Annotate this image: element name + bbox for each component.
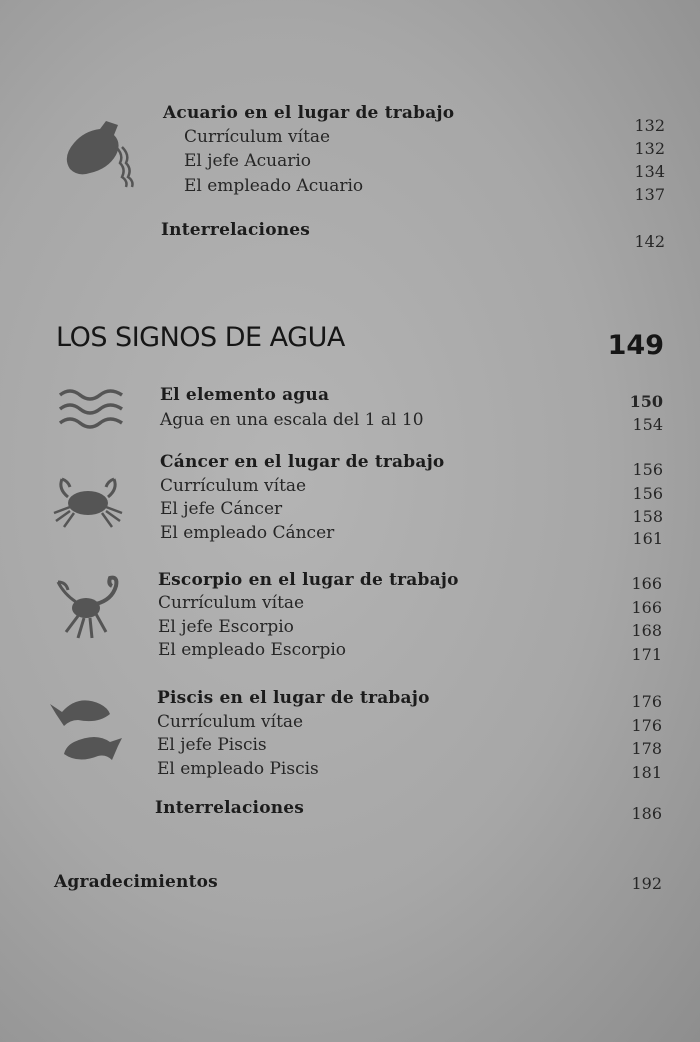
cancer-empleado-page: 161 — [632, 529, 663, 548]
piscis-jefe-page: 178 — [631, 739, 662, 758]
interrelaciones-1: Interrelaciones — [161, 220, 311, 240]
escorpio-item-jefe: El jefe Escorpio — [158, 617, 294, 637]
cancer-jefe-page: 158 — [632, 507, 663, 526]
piscis-item-jefe: El jefe Piscis — [157, 735, 267, 755]
escorpio-heading-page: 166 — [631, 574, 662, 593]
aquarius-icon — [60, 117, 140, 189]
water-waves-icon — [58, 385, 124, 435]
cancer-heading: Cáncer en el lugar de trabajo — [160, 452, 445, 472]
elemento-heading: El elemento agua — [160, 385, 330, 405]
cancer-item-jefe: El jefe Cáncer — [160, 499, 283, 519]
acuario-empleado-page: 137 — [634, 185, 665, 204]
acuario-item-cv: Currículum vítae — [184, 127, 331, 147]
piscis-item-cv: Currículum vítae — [157, 712, 304, 732]
escorpio-item-cv: Currículum vítae — [158, 593, 305, 613]
agradecimientos: Agradecimientos — [54, 872, 218, 892]
escorpio-heading: Escorpio en el lugar de trabajo — [158, 570, 459, 590]
chapter-title: LOS SIGNOS DE AGUA — [56, 322, 345, 353]
escorpio-cv-page: 166 — [631, 598, 662, 617]
piscis-item-empleado: El empleado Piscis — [157, 759, 319, 779]
chapter-page: 149 — [607, 330, 664, 361]
acuario-heading: Acuario en el lugar de trabajo — [163, 103, 455, 123]
escorpio-empleado-page: 171 — [631, 645, 662, 664]
interrelaciones-1-page: 142 — [634, 232, 665, 251]
fish-icon — [48, 690, 124, 770]
acuario-item-jefe: El jefe Acuario — [184, 151, 312, 171]
elemento-escala-page: 154 — [632, 415, 663, 434]
interrelaciones-2-page: 186 — [631, 804, 662, 823]
piscis-cv-page: 176 — [631, 716, 662, 735]
piscis-empleado-page: 181 — [631, 763, 662, 782]
cancer-cv-page: 156 — [632, 484, 663, 503]
elemento-heading-page: 150 — [629, 392, 663, 411]
scorpion-icon — [52, 572, 128, 644]
acuario-jefe-page: 134 — [634, 162, 665, 181]
interrelaciones-2: Interrelaciones — [155, 798, 305, 818]
crab-icon — [50, 475, 126, 531]
escorpio-jefe-page: 168 — [631, 621, 662, 640]
cancer-item-empleado: El empleado Cáncer — [160, 523, 335, 543]
cancer-item-cv: Currículum vítae — [160, 476, 307, 496]
acuario-item-empleado: El empleado Acuario — [184, 176, 364, 196]
acuario-heading-page: 132 — [634, 116, 665, 135]
escorpio-item-empleado: El empleado Escorpio — [158, 640, 347, 660]
piscis-heading: Piscis en el lugar de trabajo — [157, 688, 430, 708]
agradecimientos-page: 192 — [631, 874, 662, 893]
cancer-heading-page: 156 — [632, 460, 663, 479]
acuario-cv-page: 132 — [634, 139, 665, 158]
elemento-item-escala: Agua en una escala del 1 al 10 — [160, 410, 424, 430]
piscis-heading-page: 176 — [631, 692, 662, 711]
